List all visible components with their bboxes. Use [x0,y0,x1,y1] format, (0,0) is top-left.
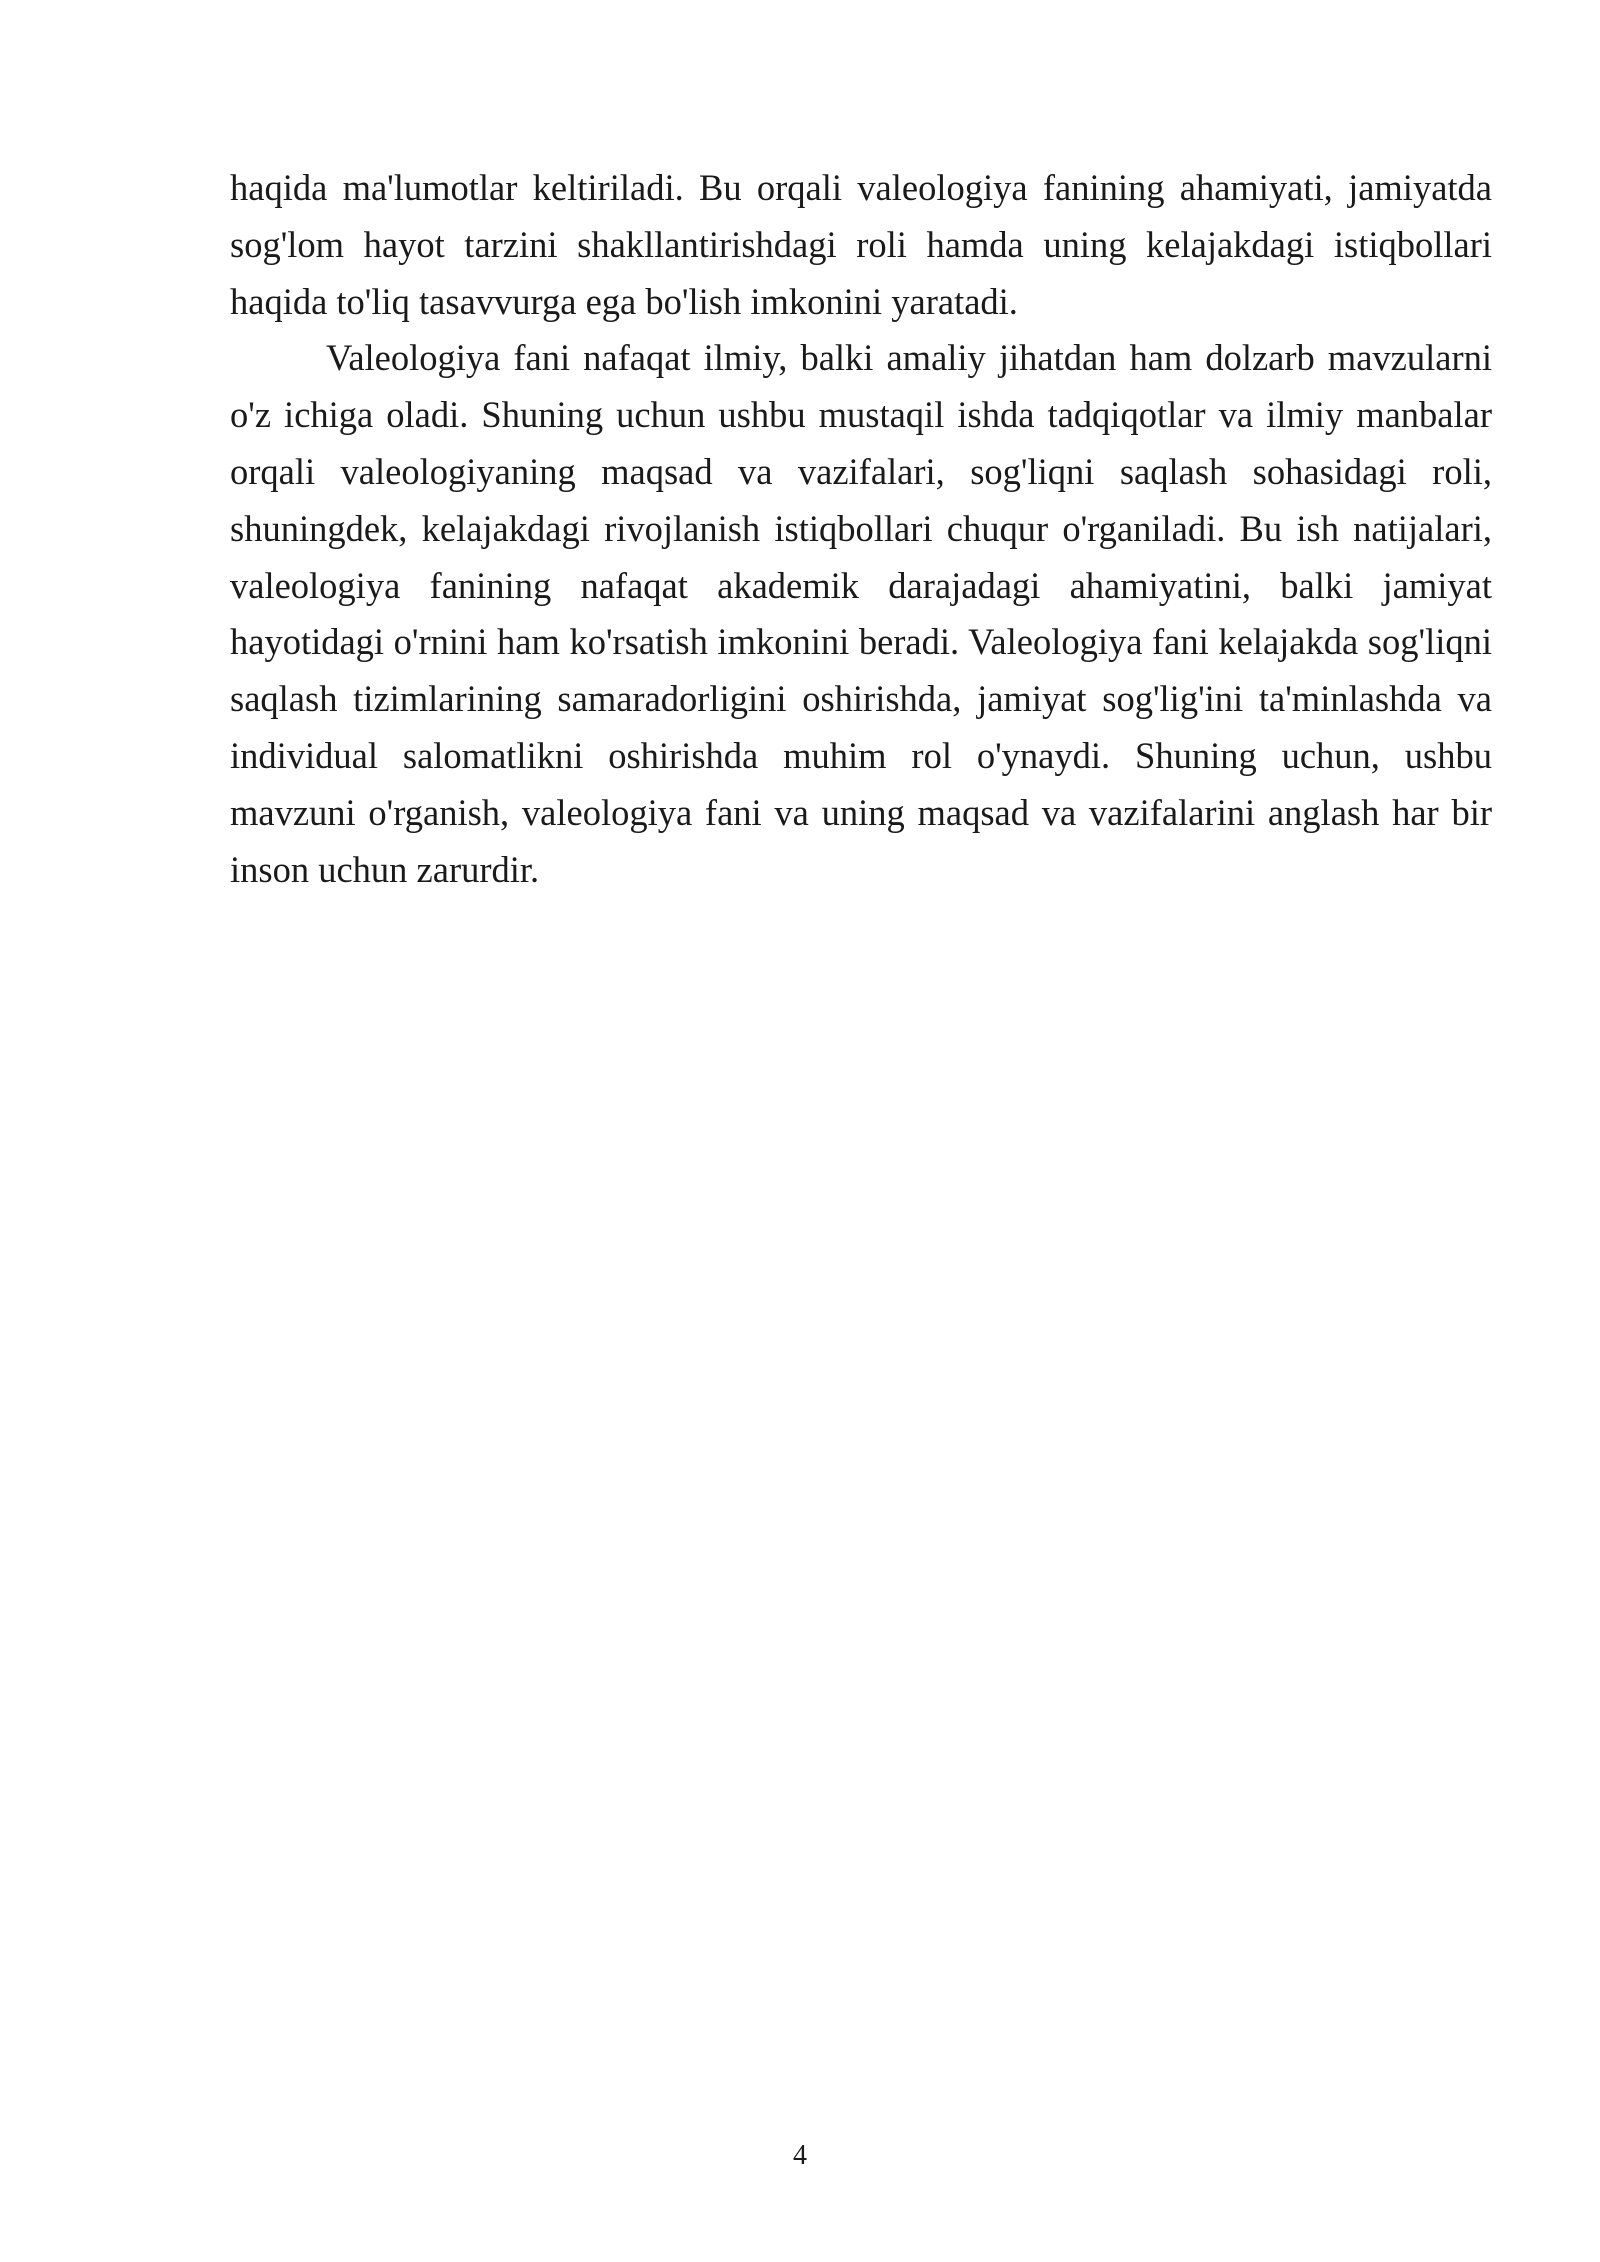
body-text [230,160,1492,898]
paragraph-continuation: haqida ma'lumotlar keltiriladi. Bu orqali valeologiya fanining ahamiyati, jamiyatda sog'lom hayot tarzini shakllantirishdagi roli hamda uning kelajakdagi istiqbollari haqida to'liq tasavvurga ega bo'lish imkonini yaratadi. [230,167,1492,322]
paragraph-valeology-relevance: Valeologiya fani nafaqat ilmiy, balki amaliy jihatdan ham dolzarb mavzularni o'z ichiga oladi. Shuning uchun ushbu mustaqil ishda tadqiqotlar va ilmiy manbalar orqali valeologiyaning maqsad va vazifalari, sog'liqni saqlash sohasidagi roli, shuningdek, kelajakdagi rivojlanish istiqbollari chuqur o'rganiladi. Bu ish natijalari, valeologiya fanining nafaqat akademik darajadagi ahamiyatini, balki jamiyat hayotidagi o'rnini ham ko'rsatish imkonini beradi. Valeologiya fani kelajakda sog'liqni saqlash tizimlarining samaradorligini oshirishda, jamiyat sog'lig'ini ta'minlashda va individual salomatlikni oshirishda muhim rol o'ynaydi. Shuning uchun, ushbu mavzuni o'rganish, valeologiya fani va uning maqsad va vazifalarini anglash har bir inson uchun zarurdir. [230,337,1492,890]
page-number: 4 [793,2140,807,2171]
